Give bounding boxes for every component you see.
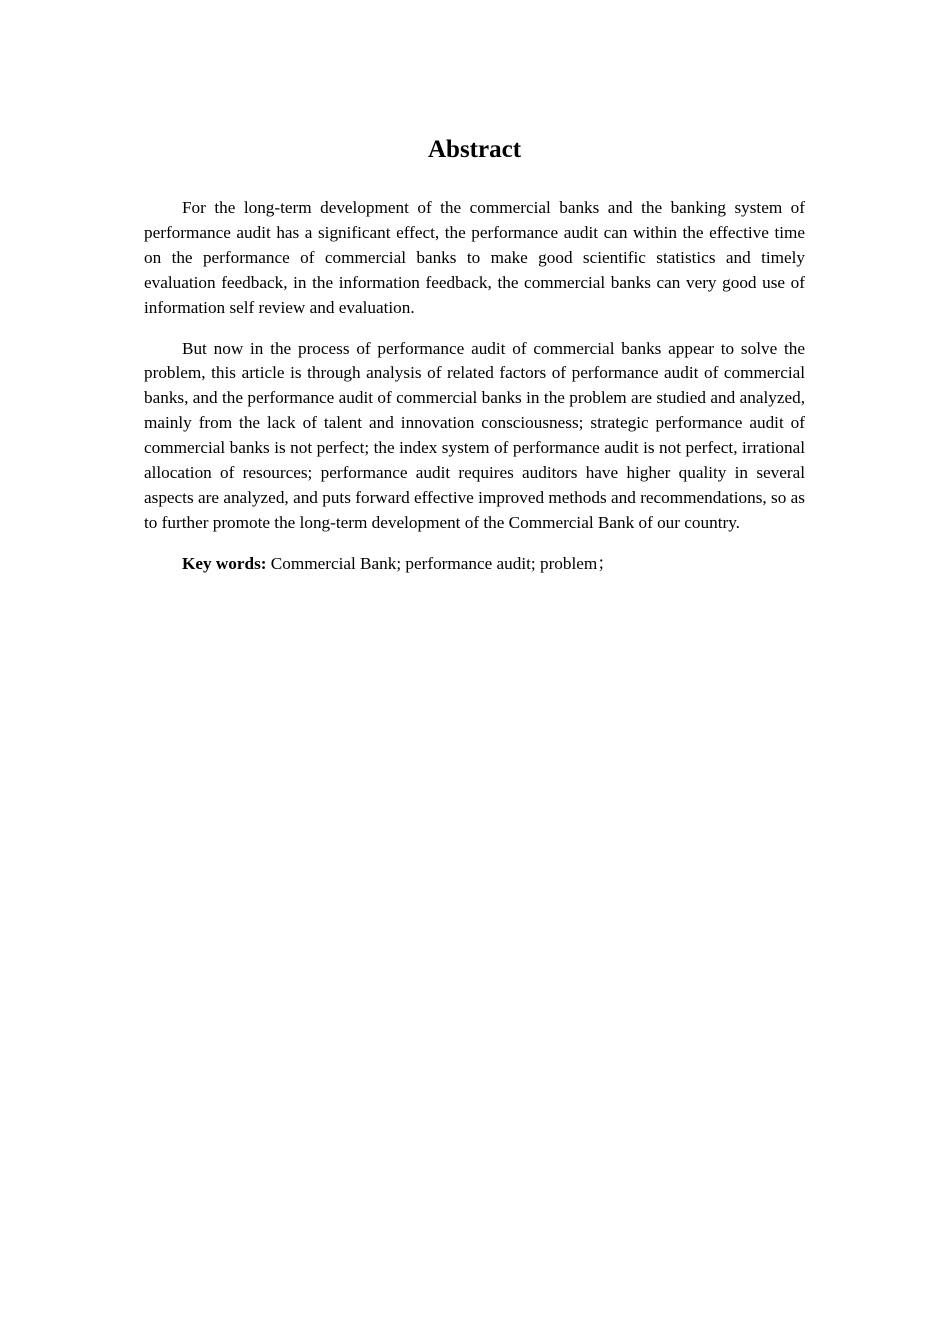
abstract-paragraph-2: But now in the process of performance audit of commercial banks appear to solve the problem, this article is through analysis of related factors of performance audit of commercial banks, and the performance audit of commercial banks in the problem are studied and analyzed, mainly from the lack of talent and innovation consciousness; strategic performance audit of commercial banks is not perfect; the index system of performance audit is not perfect, irrational allocation of resources; performance audit requires auditors have higher quality in several aspects are analyzed, and puts forward effective improved methods and recommendations, so as to further promote the long-term development of the Commercial Bank of our country. bbox=[144, 338, 805, 532]
abstract-section bbox=[144, 133, 805, 577]
keywords-value: Commercial Bank; performance audit; problem； bbox=[270, 553, 615, 573]
keywords-line bbox=[144, 552, 805, 577]
abstract-title: Abstract bbox=[427, 136, 522, 163]
abstract-paragraph-1: For the long-term development of the commercial banks and the banking system of performance audit has a significant effect, the performance audit can within the effective time on the performance of commercial banks to make good scientific statistics and timely evaluation feedback, in the information feedback, the commercial banks can very good use of information self review and evaluation. bbox=[144, 198, 805, 317]
keywords-label: Key words: bbox=[182, 553, 267, 573]
